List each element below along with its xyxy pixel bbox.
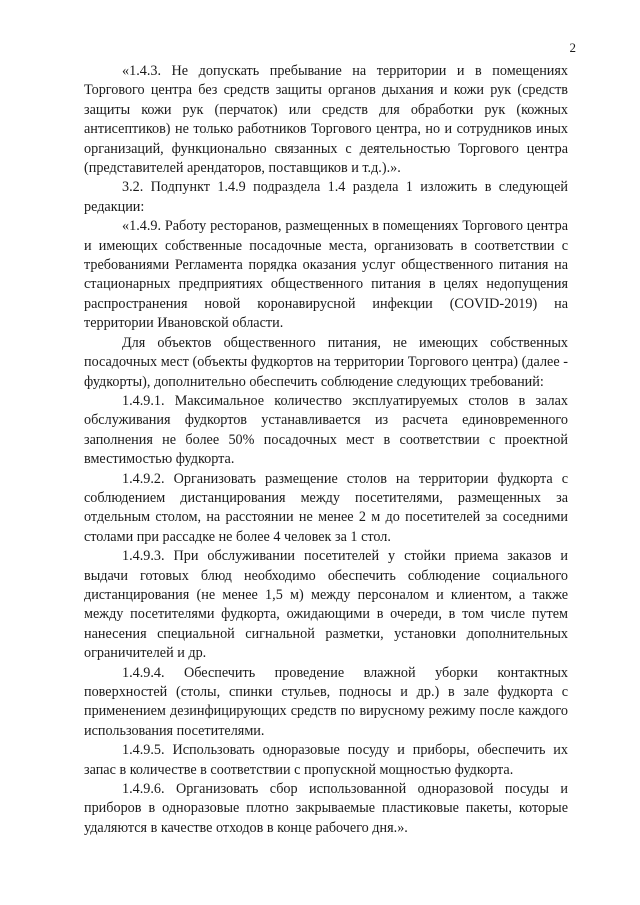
paragraph-3-2: 3.2. Подпункт 1.4.9 подраздела 1.4 раздела 1 изложить в следующей редакции: bbox=[84, 179, 568, 215]
paragraph-1-4-9-6: 1.4.9.6. Организовать сбор использованной одноразовой посуды и приборов в одноразовые плотно закрываемые пластиковые пакеты, которые удаляются в качестве отходов в конце рабочего дня.». bbox=[84, 781, 568, 836]
paragraph-1-4-9: «1.4.9. Работу ресторанов, размещенных в помещениях Торгового центра и имеющих собственные посадочные места, организовать в соответствии с требованиями Регламента порядка оказания услуг общественного питания на стационарных предприятиях общественного питания в целях недопущения распространения новой коронавирусной инфекции (COVID-2019) на территории Ивановской области. bbox=[84, 218, 568, 332]
paragraph-1-4-9-5: 1.4.9.5. Использовать одноразовые посуду и приборы, обеспечить их запас в количестве в соответствии с пропускной мощностью фудкорта. bbox=[84, 742, 568, 778]
paragraph-1-4-9-2: 1.4.9.2. Организовать размещение столов на территории фудкорта с соблюдением дистанцирования между посетителями, размещенных за отдельным столом, на расстоянии не менее 2 м до посетителей за соседними столами при рассадке не более 4 человек за 1 стол. bbox=[84, 470, 568, 545]
paragraph-1-4-3: «1.4.3. Не допускать пребывание на территории и в помещениях Торгового центра без средств защиты органов дыхания и кожи рук (средств защиты кожи рук (перчаток) или средств для обработки рук (кожных антисептиков) не только работников Торгового центра, но и сотрудников иных организаций, функционально связанных с деятельностью Торгового центра (представителей арендаторов, поставщиков и т.д.).». bbox=[84, 63, 568, 177]
paragraph-1-4-9-3: 1.4.9.3. При обслуживании посетителей у стойки приема заказов и выдачи готовых блюд необходимо обеспечить соблюдение социального дистанцирования (не менее 1,5 м) между персоналом и клиентом, а также между посетителями фудкорта, ожидающими в очереди, в том числе путем нанесения специальной сигнальной разметки, установки дополнительных ограничителей и др. bbox=[84, 548, 568, 662]
page-number: 2 bbox=[569, 40, 576, 55]
document-body bbox=[84, 62, 568, 838]
paragraph-1-4-9-4: 1.4.9.4. Обеспечить проведение влажной уборки контактных поверхностей (столы, спинки стульев, подносы и др.) в зале фудкорта с применением дезинфицирующих средств по вирусному режиму после каждого использования посетителями. bbox=[84, 664, 568, 739]
paragraph-1-4-9-1: 1.4.9.1. Максимальное количество эксплуатируемых столов в залах обслуживания фудкортов устанавливается из расчета единовременного заполнения не более 50% посадочных мест в соответствии с проектной вместимостью фудкорта. bbox=[84, 392, 568, 468]
paragraph-foodcourt-intro: Для объектов общественного питания, не имеющих собственных посадочных мест (объекты фудкортов на территории Торгового центра) (далее - фудкорты), дополнительно обеспечить соблюдение следующих требований: bbox=[84, 334, 568, 390]
